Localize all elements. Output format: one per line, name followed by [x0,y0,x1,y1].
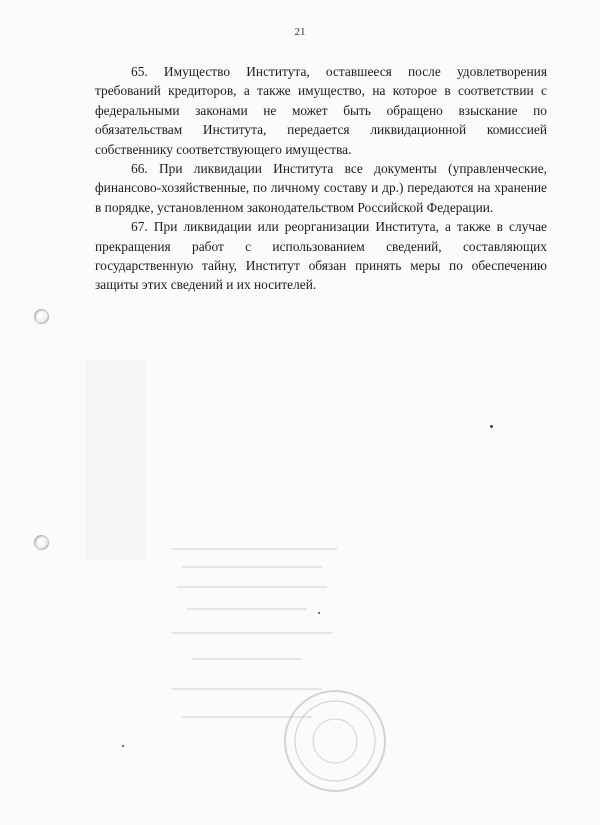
punch-hole-icon [34,309,49,324]
seal-stamp-icon [282,688,388,794]
scan-speck [122,745,124,747]
document-body [95,62,547,295]
page-number: 21 [294,26,306,38]
paragraph-67: 67. При ликвидации или реорганизации Института, а также в случае прекращения работ с использованием сведений, составляющих государственную тайну, Институт обязан принять меры по обеспечению защиты этих сведений и их носителей. [95,219,547,293]
scan-speck [318,612,320,614]
punch-hole-icon [34,535,49,550]
scan-speck [490,425,493,428]
paragraph-66: 66. При ликвидации Института все документы (управленческие, финансово-хозяйственные, по личному составу и др.) передаются на хранение в порядке, установленном законодательством Российской Федерации. [95,161,547,215]
paragraph-65: 65. Имущество Института, оставшееся после удовлетворения требований кредиторов, а также имущество, на которое в соответствии с федеральными законами не может быть обращено взыскание по обязательствам Института, передается ликвидационной комиссией собственнику соответствующего имущества. [95,64,547,157]
scan-shadow-area [85,360,145,560]
